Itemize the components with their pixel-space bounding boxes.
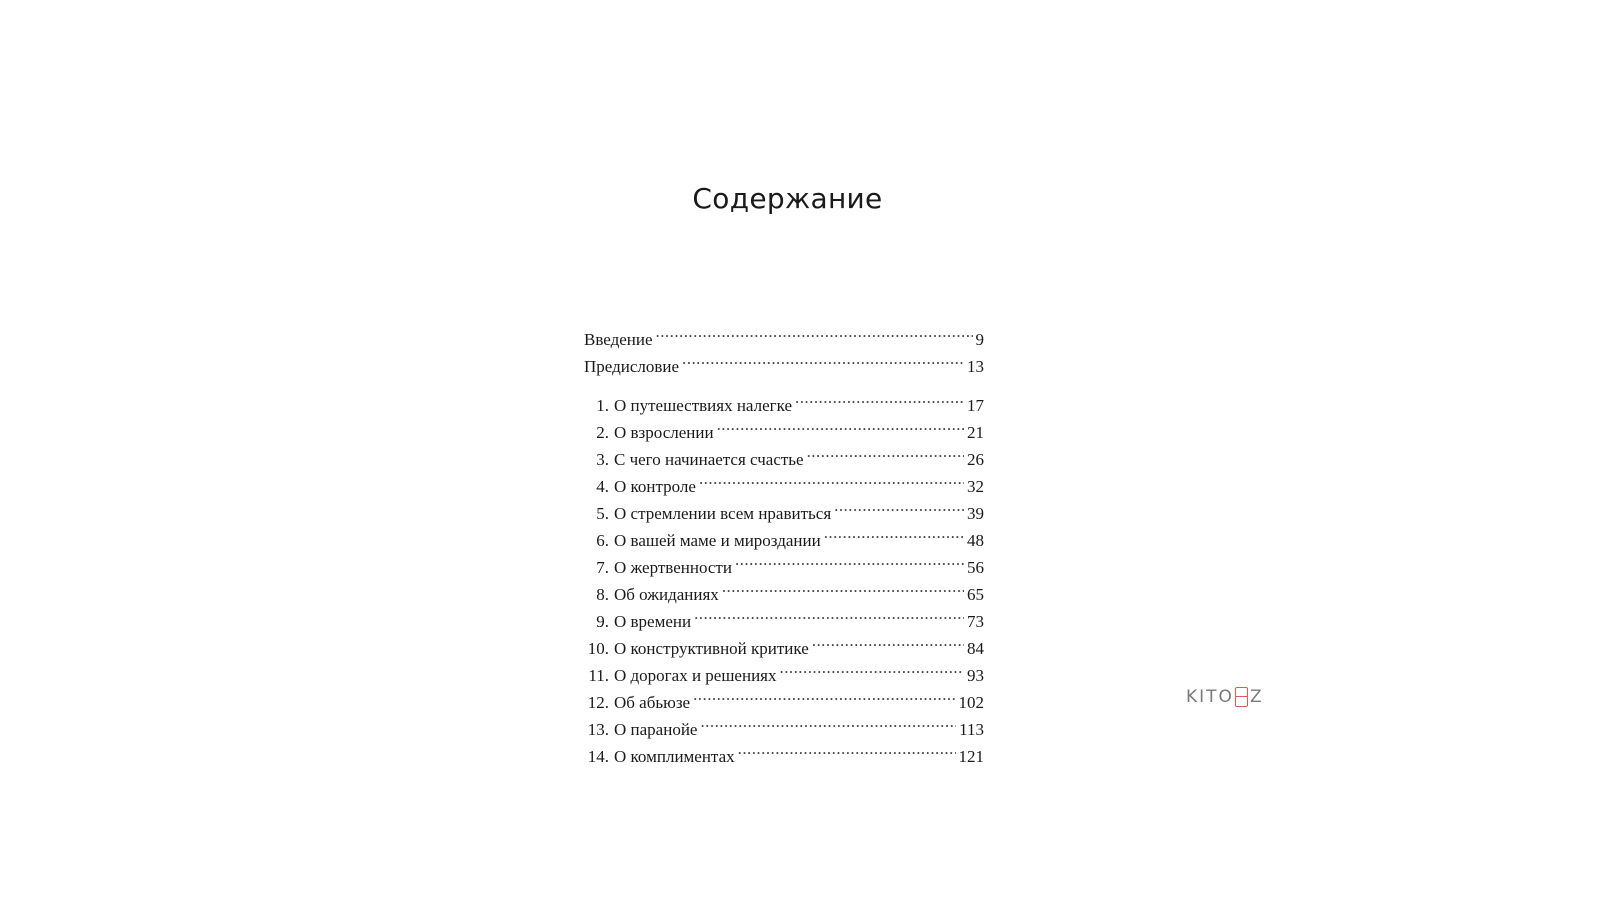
chapter-title: О вашей маме и мироздании xyxy=(614,531,821,550)
dot-leader xyxy=(735,546,964,573)
toc-entry-page: 9 xyxy=(975,330,984,349)
dot-leader xyxy=(812,627,964,654)
chapter-page: 17 xyxy=(967,396,984,415)
watermark-logo xyxy=(1186,687,1264,707)
dot-leader xyxy=(699,465,964,492)
chapter-number: 7. xyxy=(596,558,609,577)
chapter-number: 1. xyxy=(596,396,609,415)
chapter-page: 21 xyxy=(967,423,984,442)
chapter-number: 13. xyxy=(587,720,609,739)
dot-leader xyxy=(700,708,956,735)
chapter-page: 93 xyxy=(967,666,984,685)
chapter-number: 6. xyxy=(596,531,609,550)
chapter-title: О контроле xyxy=(614,477,696,496)
logo-text-left: KITO xyxy=(1186,687,1234,707)
chapter-title: С чего начинается счастье xyxy=(614,450,804,469)
chapter-number: 10. xyxy=(587,639,609,658)
chapter-title: О путешествиях налегке xyxy=(614,396,793,415)
chapter-title: О взрослении xyxy=(614,423,714,442)
book-icon xyxy=(1235,687,1248,707)
chapter-number: 5. xyxy=(596,504,609,523)
chapter-title: Об ожиданиях xyxy=(614,585,719,604)
chapter-page: 113 xyxy=(959,720,984,739)
chapter-page: 102 xyxy=(958,693,984,712)
chapter-page: 26 xyxy=(967,450,984,469)
chapter-number: 2. xyxy=(596,423,609,442)
chapter-title: О дорогах и решениях xyxy=(614,666,777,685)
chapter-page: 121 xyxy=(958,747,984,766)
logo-text-right: Z xyxy=(1249,687,1264,707)
chapter-number: 8. xyxy=(596,585,609,604)
chapter-page: 84 xyxy=(967,639,984,658)
toc-chapter xyxy=(584,384,984,415)
toc-entry-page: 13 xyxy=(967,357,984,376)
chapter-number: 3. xyxy=(596,450,609,469)
dot-leader xyxy=(807,438,964,465)
chapter-page: 32 xyxy=(967,477,984,496)
chapter-page: 73 xyxy=(967,612,984,631)
chapter-title: О комплиментах xyxy=(614,747,735,766)
chapter-page: 56 xyxy=(967,558,984,577)
dot-leader xyxy=(738,735,956,762)
chapter-title: Об абьюзе xyxy=(614,693,691,712)
chapter-page: 65 xyxy=(967,585,984,604)
dot-leader xyxy=(693,681,955,708)
table-of-contents xyxy=(584,318,984,766)
chapter-title: О жертвенности xyxy=(614,558,732,577)
chapter-title: О конструктивной критике xyxy=(614,639,809,658)
dot-leader xyxy=(682,345,964,372)
chapter-title: О паранойе xyxy=(614,720,698,739)
dot-leader xyxy=(795,384,964,411)
chapter-number: 9. xyxy=(596,612,609,631)
chapter-number: 14. xyxy=(587,747,609,766)
chapter-number: 11. xyxy=(588,666,609,685)
dot-leader xyxy=(694,600,964,627)
dot-leader xyxy=(780,654,965,681)
chapter-title: О стремлении всем нравиться xyxy=(614,504,832,523)
chapter-page: 39 xyxy=(967,504,984,523)
toc-entry xyxy=(584,318,984,349)
chapter-number: 12. xyxy=(587,693,609,712)
dot-leader xyxy=(656,318,973,345)
chapter-page: 48 xyxy=(967,531,984,550)
dot-leader xyxy=(824,519,964,546)
dot-leader xyxy=(717,411,964,438)
toc-entry-label: Предисловие xyxy=(584,357,680,376)
chapter-title: О времени xyxy=(614,612,692,631)
chapter-number: 4. xyxy=(596,477,609,496)
dot-leader xyxy=(722,573,964,600)
toc-entry-label: Введение xyxy=(584,330,653,349)
dot-leader xyxy=(834,492,964,519)
page-title: Содержание xyxy=(692,182,883,215)
